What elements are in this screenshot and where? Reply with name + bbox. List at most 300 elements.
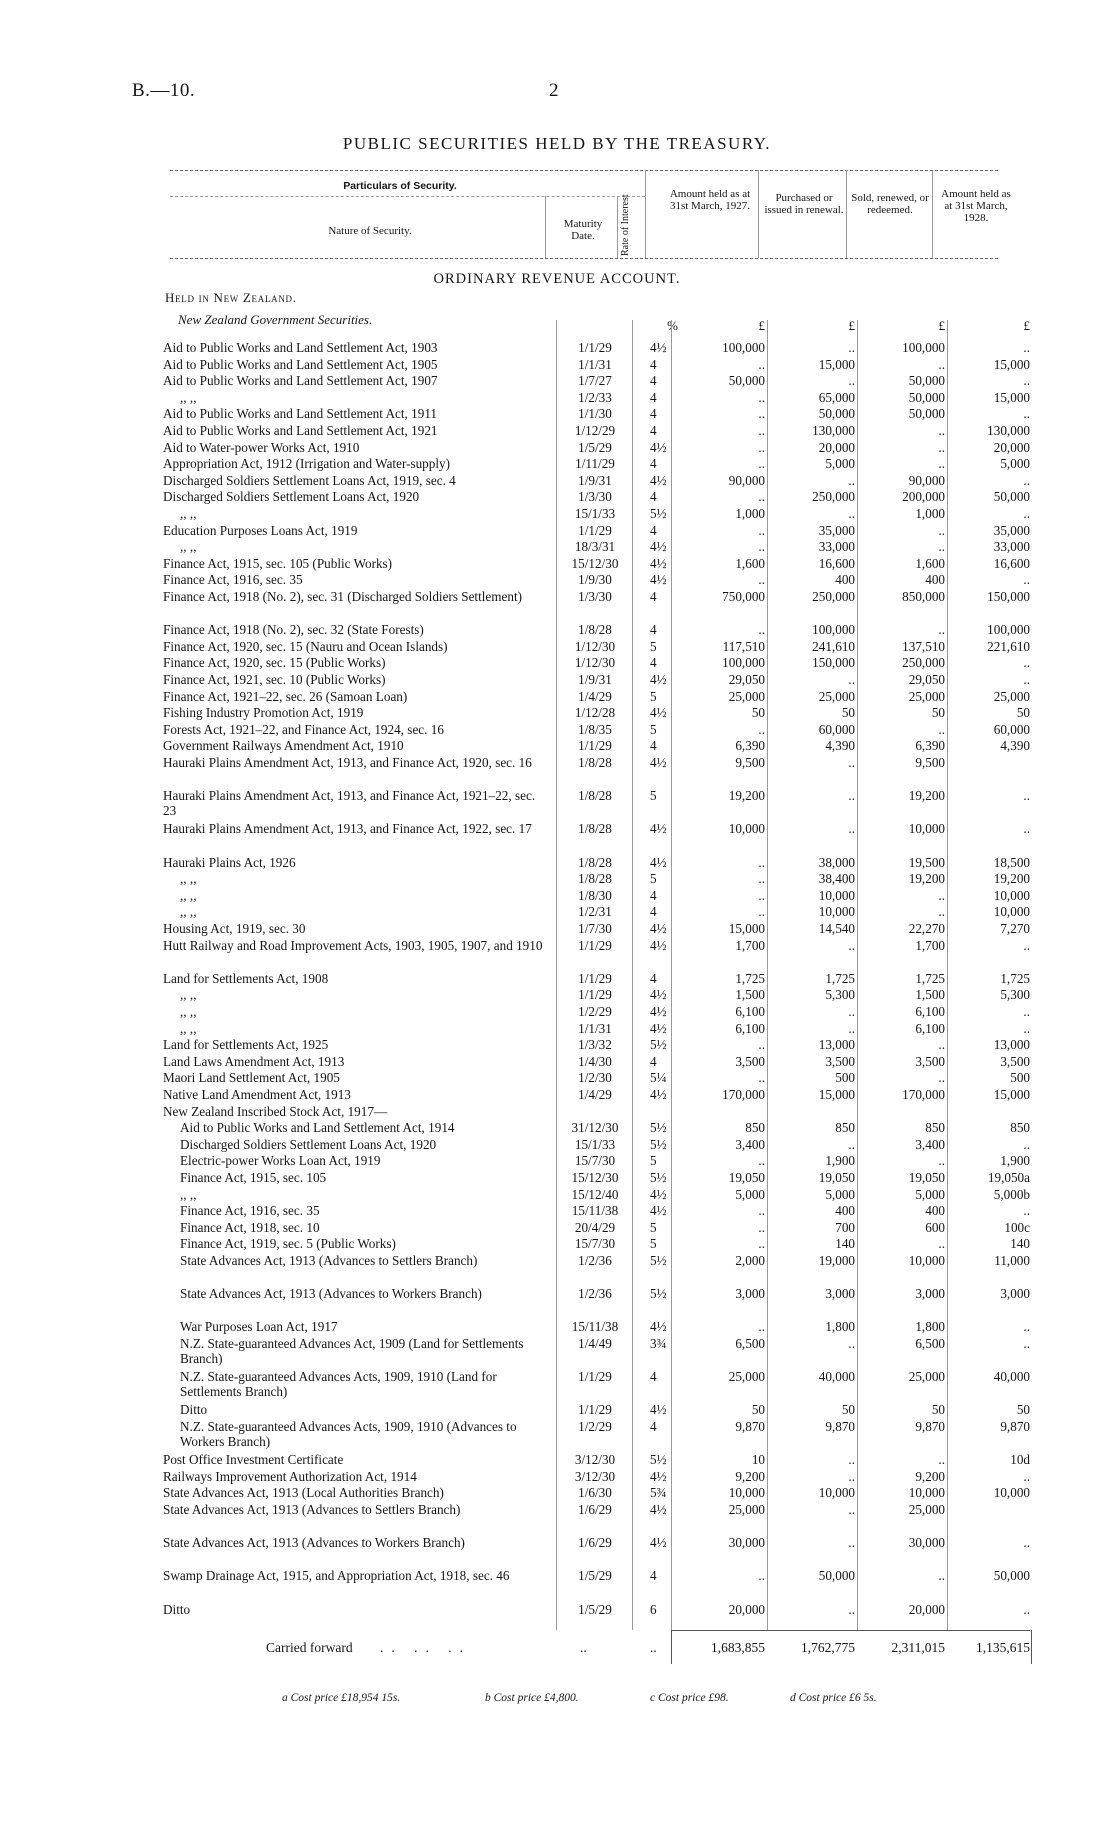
amount-held-1927: 19,050 (728, 1170, 765, 1185)
maturity-date: 1/1/29 (578, 970, 612, 986)
amount-held-1928: 50 (1016, 705, 1030, 721)
amount-held-1928: .. (1023, 1136, 1030, 1152)
totals-purchased: 1,762,775 (801, 1640, 855, 1655)
amount-held-1928: .. (1023, 821, 1030, 837)
maturity-date: 1/6/29 (578, 1502, 612, 1517)
amount-held-1928: 13,000 (993, 1037, 1030, 1053)
amount-purchased: 130,000 (812, 423, 855, 438)
amount-held-1927: 6,100 (735, 1004, 765, 1019)
amount-held-1928: 50 (1016, 1402, 1030, 1418)
column-divider (767, 320, 768, 1630)
maturity-date: 1/6/29 (578, 1535, 612, 1551)
amount-sold: .. (938, 456, 945, 472)
footnote-b: b Cost price £4,800. (485, 1692, 579, 1704)
security-name: Maori Land Settlement Act, 1905 (163, 1070, 340, 1086)
amount-held-1927: 9,500 (735, 755, 765, 770)
amount-sold: 9,200 (915, 1468, 945, 1484)
maturity-date: 1/4/30 (578, 1053, 612, 1069)
maturity-date: 1/4/49 (578, 1336, 612, 1351)
amount-purchased: 19,050 (818, 1170, 855, 1185)
report-reference: B.—10. (132, 80, 196, 101)
amount-held-1927: .. (758, 854, 765, 870)
security-name: State Advances Act, 1913 (Advances to Workers Branch) (163, 1535, 465, 1551)
amount-held-1928: .. (1023, 406, 1030, 422)
amount-held-1928: .. (1023, 655, 1030, 671)
maturity-date: 1/12/30 (574, 638, 616, 654)
amount-sold: 250,000 (902, 655, 945, 671)
amount-purchased: 40,000 (818, 1369, 855, 1385)
amount-held-1927: .. (758, 1203, 765, 1219)
interest-rate: 4 (650, 406, 657, 422)
amount-sold: 25,000 (908, 688, 945, 704)
amount-held-1927: .. (758, 356, 765, 372)
amount-held-1927: .. (758, 887, 765, 903)
amount-held-1928: 9,870 (1000, 1419, 1030, 1434)
interest-rate: 4½ (650, 1319, 667, 1335)
amount-held-1928: .. (1023, 1203, 1030, 1219)
amount-sold: .. (938, 356, 945, 372)
amount-held-1927: 9,870 (735, 1419, 765, 1434)
unit-percent: % (667, 318, 678, 333)
maturity-date: 1/9/31 (578, 672, 612, 687)
amount-held-1927: .. (758, 1568, 765, 1584)
amount-purchased: 50,000 (818, 1568, 855, 1584)
interest-rate: 4½ (650, 472, 667, 488)
amount-held-1927: 15,000 (728, 921, 765, 936)
amount-held-1928: 10,000 (993, 904, 1030, 920)
page-title: PUBLIC SECURITIES HELD BY THE TREASURY. (342, 134, 772, 153)
interest-rate: 4½ (650, 821, 667, 837)
interest-rate: 4½ (650, 340, 667, 355)
interest-rate: 4 (650, 389, 657, 405)
interest-rate: 5½ (650, 1136, 667, 1152)
amount-purchased: .. (848, 1136, 855, 1152)
security-name: N.Z. State-guaranteed Advances Act, 1909 (Land for Settlements Branch) (180, 1336, 524, 1366)
amount-purchased: 1,725 (825, 970, 855, 986)
security-name: New Zealand Inscribed Stock Act, 1917— (163, 1103, 388, 1119)
amount-held-1928: 33,000 (993, 539, 1030, 555)
security-name: Discharged Soldiers Settlement Loans Act, 1920 (163, 489, 420, 505)
amount-held-1927: 25,000 (728, 688, 765, 704)
security-name: Land for Settlements Act, 1908 (163, 970, 329, 986)
col-header-nature: Nature of Security. (328, 225, 412, 237)
amount-held-1928: .. (1023, 1319, 1030, 1335)
maturity-date: 15/11/38 (571, 1319, 619, 1335)
amount-purchased: 4,390 (825, 738, 855, 754)
amount-held-1928: .. (1023, 1601, 1030, 1617)
amount-held-1927: 3,000 (735, 1286, 765, 1302)
maturity-date: 1/2/29 (578, 1419, 612, 1434)
maturity-date: 15/1/33 (574, 1136, 616, 1152)
maturity-date: 1/1/30 (578, 406, 612, 422)
totals-rate: .. (650, 1640, 657, 1655)
amount-sold: 1,600 (915, 555, 945, 571)
amount-purchased: .. (848, 1535, 855, 1551)
totals-rule (671, 1630, 1030, 1631)
amount-held-1928: 221,610 (987, 638, 1030, 654)
amount-held-1927: 1,500 (735, 987, 765, 1003)
amount-purchased: .. (848, 1020, 855, 1036)
amount-sold: .. (938, 539, 945, 555)
maturity-date: 1/8/28 (578, 622, 612, 638)
security-name: Swamp Drainage Act, 1915, and Appropriation Act, 1918, sec. 46 (163, 1568, 510, 1584)
maturity-date: 1/7/30 (578, 921, 612, 936)
amount-held-1928: 11,000 (994, 1253, 1030, 1268)
amount-purchased: .. (848, 1502, 855, 1517)
amount-held-1927: .. (758, 423, 765, 438)
amount-purchased: 3,000 (825, 1286, 855, 1302)
interest-rate: 4 (650, 489, 657, 505)
amount-held-1928: .. (1023, 1468, 1030, 1484)
interest-rate: 4½ (650, 1004, 667, 1019)
amount-purchased: 140 (835, 1236, 855, 1252)
security-name: Ditto (163, 1601, 191, 1617)
header-divider (932, 170, 933, 258)
amount-held-1928: 15,000 (993, 356, 1030, 372)
security-name: N.Z. State-guaranteed Advances Acts, 1909, 1910 (Land for Settlements Branch) (180, 1369, 497, 1400)
security-name: Finance Act, 1916, sec. 35 (163, 572, 303, 588)
col-header-rate: Rate of Interest (620, 194, 631, 256)
totals-leader-dots: .. .. .. (380, 1640, 471, 1655)
amount-sold: .. (938, 622, 945, 638)
amount-purchased: .. (848, 340, 855, 355)
maturity-date: 1/8/28 (578, 755, 612, 770)
amount-held-1928: 100c (1004, 1219, 1030, 1235)
amount-purchased: 50 (841, 705, 855, 721)
amount-sold: 3,000 (915, 1286, 945, 1302)
amount-held-1928: 15,000 (993, 1087, 1030, 1102)
amount-held-1927: .. (758, 456, 765, 472)
amount-purchased: 25,000 (818, 688, 855, 704)
interest-rate: 4½ (650, 1502, 667, 1517)
maturity-date: 1/5/29 (578, 1601, 612, 1617)
amount-sold: 50,000 (908, 389, 945, 405)
maturity-date: 1/11/29 (575, 456, 615, 472)
amount-held-1928: 20,000 (993, 439, 1030, 455)
interest-rate: 5¼ (650, 1070, 667, 1086)
col-header-sold: Sold, renewed, or redeemed. (851, 192, 929, 216)
amount-held-1927: .. (758, 572, 765, 588)
maturity-date: 1/1/29 (578, 738, 612, 754)
amount-sold: 5,000 (915, 1186, 945, 1202)
amount-sold: .. (938, 904, 945, 920)
amount-purchased: 5,000 (825, 456, 855, 472)
maturity-date: 1/5/29 (578, 1568, 612, 1584)
amount-sold: 1,800 (915, 1319, 945, 1335)
amount-sold: 3,400 (915, 1136, 945, 1152)
amount-purchased: 250,000 (812, 489, 855, 505)
amount-sold: 850 (925, 1120, 945, 1136)
interest-rate: 5 (650, 788, 657, 804)
interest-rate: 4 (650, 456, 657, 472)
amount-purchased: 241,610 (812, 638, 855, 654)
amount-held-1928: 15,000 (993, 389, 1030, 405)
amount-held-1927: .. (758, 1319, 765, 1335)
amount-sold: .. (938, 1153, 945, 1169)
amount-held-1927: .. (758, 622, 765, 638)
totals-held-1927: 1,683,855 (711, 1640, 765, 1655)
amount-purchased: 10,000 (818, 904, 855, 920)
interest-rate: 4½ (650, 987, 667, 1003)
maturity-date: 1/1/29 (578, 522, 612, 538)
security-name: ,, ,, (180, 539, 197, 555)
maturity-date: 1/2/33 (578, 389, 612, 405)
security-name: Aid to Public Works and Land Settlement Act, 1921 (163, 423, 438, 438)
interest-rate: 5 (650, 638, 657, 654)
header-divider (617, 196, 618, 258)
security-name: Hauraki Plains Amendment Act, 1913, and Finance Act, 1922, sec. 17 (163, 821, 532, 837)
amount-purchased: 19,000 (818, 1253, 855, 1268)
amount-sold: .. (938, 1236, 945, 1252)
maturity-date: 1/9/31 (578, 472, 612, 488)
maturity-date: 3/12/30 (574, 1468, 616, 1484)
amount-held-1927: 1,000 (735, 506, 765, 521)
amount-sold: 600 (925, 1219, 945, 1235)
maturity-date: 15/7/30 (574, 1153, 616, 1169)
amount-purchased: .. (848, 1336, 855, 1351)
interest-rate: 5 (650, 1236, 657, 1252)
amount-purchased: 1,800 (825, 1319, 855, 1335)
amount-purchased: .. (848, 821, 855, 837)
col-header-held-1927: Amount held as at 31st March, 1927. (669, 188, 751, 212)
maturity-date: 1/2/31 (578, 904, 612, 920)
amount-sold: 25,000 (908, 1369, 945, 1385)
security-name: Hauraki Plains Amendment Act, 1913, and Finance Act, 1921–22, sec. 23 (163, 788, 536, 819)
maturity-date: 1/7/27 (578, 373, 612, 389)
amount-held-1927: 3,500 (735, 1053, 765, 1069)
amount-sold: .. (938, 1568, 945, 1584)
amount-purchased: 14,540 (818, 921, 855, 936)
amount-held-1928: 1,725 (1000, 970, 1030, 986)
amount-sold: .. (938, 522, 945, 538)
maturity-date: 1/8/35 (578, 721, 612, 737)
maturity-date: 1/12/30 (574, 655, 616, 671)
security-name: Aid to Public Works and Land Settlement Act, 1903 (163, 340, 438, 355)
amount-sold: 200,000 (902, 489, 945, 505)
amount-purchased: 3,500 (825, 1053, 855, 1069)
security-name: Land for Settlements Act, 1925 (163, 1037, 329, 1053)
maturity-date: 20/4/29 (574, 1219, 616, 1235)
security-name: ,, ,, (180, 506, 197, 521)
interest-rate: 4½ (650, 1402, 667, 1418)
amount-held-1927: 10,000 (728, 1485, 765, 1501)
amount-purchased: 20,000 (818, 439, 855, 455)
amount-held-1927: 10,000 (728, 821, 765, 837)
amount-held-1927: .. (758, 1236, 765, 1252)
amount-purchased: 65,000 (818, 389, 855, 405)
header-divider (758, 170, 759, 258)
amount-held-1928: 100,000 (987, 622, 1030, 638)
security-name: ,, ,, (180, 1186, 197, 1202)
amount-purchased: .. (848, 755, 855, 770)
interest-rate: 5½ (650, 1253, 667, 1268)
amount-sold: 29,050 (908, 672, 945, 687)
amount-held-1927: 50,000 (728, 373, 765, 389)
security-name: Electric-power Works Loan Act, 1919 (180, 1153, 381, 1169)
amount-sold: 137,510 (902, 638, 945, 654)
amount-purchased: .. (848, 937, 855, 953)
amount-sold: 90,000 (908, 472, 945, 488)
interest-rate: 4 (650, 1369, 657, 1385)
amount-held-1927: .. (758, 389, 765, 405)
amount-purchased: 1,900 (825, 1153, 855, 1169)
maturity-date: 1/1/31 (578, 356, 612, 372)
amount-held-1928: .. (1023, 1336, 1030, 1351)
interest-rate: 4 (650, 423, 657, 438)
amount-purchased: 38,000 (818, 854, 855, 870)
amount-sold: 10,000 (908, 821, 945, 837)
amount-held-1927: 30,000 (728, 1535, 765, 1551)
amount-sold: 50 (931, 1402, 945, 1418)
amount-held-1928: 50,000 (993, 1568, 1030, 1584)
maturity-date: 1/1/29 (578, 340, 612, 355)
maturity-date: 1/3/30 (578, 489, 612, 505)
interest-rate: 5½ (650, 1120, 667, 1136)
amount-purchased: 5,000 (825, 1186, 855, 1202)
security-name: Government Railways Amendment Act, 1910 (163, 738, 404, 754)
interest-rate: 5 (650, 871, 657, 887)
amount-sold: 1,000 (915, 506, 945, 521)
security-name: Aid to Public Works and Land Settlement Act, 1911 (163, 406, 438, 422)
amount-held-1928: 3,500 (1000, 1053, 1030, 1069)
amount-held-1928: .. (1023, 340, 1030, 355)
amount-held-1927: 50 (751, 1402, 765, 1418)
amount-held-1927: 19,200 (728, 788, 765, 804)
amount-held-1928: 130,000 (987, 423, 1030, 438)
security-name: Housing Act, 1919, sec. 30 (163, 921, 306, 936)
maturity-date: 15/11/38 (571, 1203, 619, 1219)
interest-rate: 4½ (650, 1087, 667, 1102)
amount-sold: 25,000 (908, 1502, 945, 1517)
interest-rate: 4½ (650, 1186, 667, 1202)
amount-held-1928: 5,000b (993, 1186, 1030, 1202)
amount-sold: 9,500 (915, 755, 945, 770)
security-name: Finance Act, 1918 (No. 2), sec. 32 (State Forests) (163, 622, 424, 638)
amount-held-1927: 20,000 (728, 1601, 765, 1617)
interest-rate: 5½ (650, 1452, 667, 1468)
amount-sold: 6,100 (915, 1020, 945, 1036)
amount-sold: 19,200 (908, 871, 945, 887)
security-name: ,, ,, (180, 389, 197, 405)
amount-held-1928: 850 (1010, 1120, 1030, 1136)
amount-sold: 1,500 (915, 987, 945, 1003)
security-name: ,, ,, (180, 887, 197, 903)
maturity-date: 1/1/29 (578, 987, 612, 1003)
security-name: Discharged Soldiers Settlement Loans Act, 1920 (180, 1136, 437, 1152)
maturity-date: 1/3/30 (578, 589, 612, 604)
amount-held-1928: 5,000 (1000, 456, 1030, 472)
security-name: Railways Improvement Authorization Act, 1914 (163, 1468, 417, 1484)
amount-held-1927: 9,200 (735, 1468, 765, 1484)
amount-purchased: .. (848, 472, 855, 488)
security-name: Hauraki Plains Act, 1926 (163, 854, 296, 870)
interest-rate: 5 (650, 1219, 657, 1235)
interest-rate: 4 (650, 1053, 657, 1069)
amount-sold: 400 (925, 572, 945, 588)
amount-sold: 1,700 (915, 937, 945, 953)
amount-sold: 6,100 (915, 1004, 945, 1019)
col-header-particulars: Particulars of Security. (343, 180, 457, 192)
interest-rate: 4½ (650, 539, 667, 555)
amount-sold: 10,000 (908, 1485, 945, 1501)
security-name: Hutt Railway and Road Improvement Acts, 1903, 1905, 1907, and 1910 (163, 937, 543, 953)
maturity-date: 3/12/30 (574, 1452, 616, 1468)
maturity-date: 1/8/28 (578, 871, 612, 887)
interest-rate: 4½ (650, 937, 667, 953)
amount-sold: .. (938, 721, 945, 737)
amount-sold: 30,000 (908, 1535, 945, 1551)
security-name: ,, ,, (180, 871, 197, 887)
sub-heading: New Zealand Government Securities. (178, 312, 373, 327)
amount-purchased: 10,000 (818, 1485, 855, 1501)
amount-held-1927: .. (758, 489, 765, 505)
interest-rate: 5½ (650, 506, 667, 521)
security-name: Discharged Soldiers Settlement Loans Act, 1919, sec. 4 (163, 472, 456, 488)
interest-rate: 4½ (650, 672, 667, 687)
security-name: Fishing Industry Promotion Act, 1919 (163, 705, 364, 721)
security-name: State Advances Act, 1913 (Advances to Workers Branch) (180, 1286, 482, 1302)
security-name: ,, ,, (180, 904, 197, 920)
amount-sold: 400 (925, 1203, 945, 1219)
amount-held-1927: .. (758, 1070, 765, 1086)
amount-sold: .. (938, 423, 945, 438)
amount-held-1927: 6,390 (735, 738, 765, 754)
column-divider (632, 320, 633, 1630)
interest-rate: 4 (650, 1568, 657, 1584)
security-name: Appropriation Act, 1912 (Irrigation and Water-supply) (163, 456, 451, 472)
amount-purchased: 150,000 (812, 655, 855, 671)
security-name: Finance Act, 1919, sec. 5 (Public Works) (180, 1236, 396, 1252)
interest-rate: 4 (650, 622, 657, 638)
amount-sold: .. (938, 439, 945, 455)
maturity-date: 31/12/30 (571, 1120, 619, 1136)
amount-held-1927: .. (758, 721, 765, 737)
amount-sold: 10,000 (908, 1253, 945, 1268)
maturity-date: 15/1/33 (574, 506, 616, 521)
security-name: Finance Act, 1920, sec. 15 (Public Works) (163, 655, 386, 671)
amount-held-1928: 7,270 (1000, 921, 1030, 936)
maturity-date: 1/1/29 (578, 1369, 612, 1385)
maturity-date: 1/2/36 (578, 1253, 612, 1268)
amount-purchased: 13,000 (818, 1037, 855, 1053)
amount-held-1928: .. (1023, 1004, 1030, 1019)
amount-held-1927: 25,000 (728, 1369, 765, 1385)
security-name: Aid to Public Works and Land Settlement Act, 1907 (163, 373, 438, 389)
security-name: Finance Act, 1918 (No. 2), sec. 31 (Discharged Soldiers Settlement) (163, 589, 523, 604)
security-name: Finance Act, 1921, sec. 10 (Public Works) (163, 672, 386, 687)
amount-sold: .. (938, 1070, 945, 1086)
maturity-date: 1/2/29 (578, 1004, 612, 1019)
header-bottom-rule (170, 258, 998, 259)
interest-rate: 4 (650, 1419, 657, 1434)
interest-rate: 5½ (650, 1286, 667, 1302)
amount-purchased: 38,400 (818, 871, 855, 887)
amount-purchased: .. (848, 788, 855, 804)
amount-held-1927: 100,000 (722, 340, 765, 355)
amount-held-1928: .. (1023, 373, 1030, 389)
amount-held-1928: 60,000 (993, 721, 1030, 737)
security-name: War Purposes Loan Act, 1917 (180, 1319, 338, 1335)
maturity-date: 1/9/30 (578, 572, 612, 588)
amount-purchased: .. (848, 506, 855, 521)
amount-sold: 50,000 (908, 406, 945, 422)
amount-purchased: 50 (841, 1402, 855, 1418)
amount-held-1927: 850 (745, 1120, 765, 1136)
col-header-maturity: Maturity Date. (563, 218, 603, 242)
footnote-a: a Cost price £18,954 15s. (282, 1692, 401, 1704)
amount-sold: 22,270 (908, 921, 945, 936)
amount-purchased: .. (848, 1468, 855, 1484)
